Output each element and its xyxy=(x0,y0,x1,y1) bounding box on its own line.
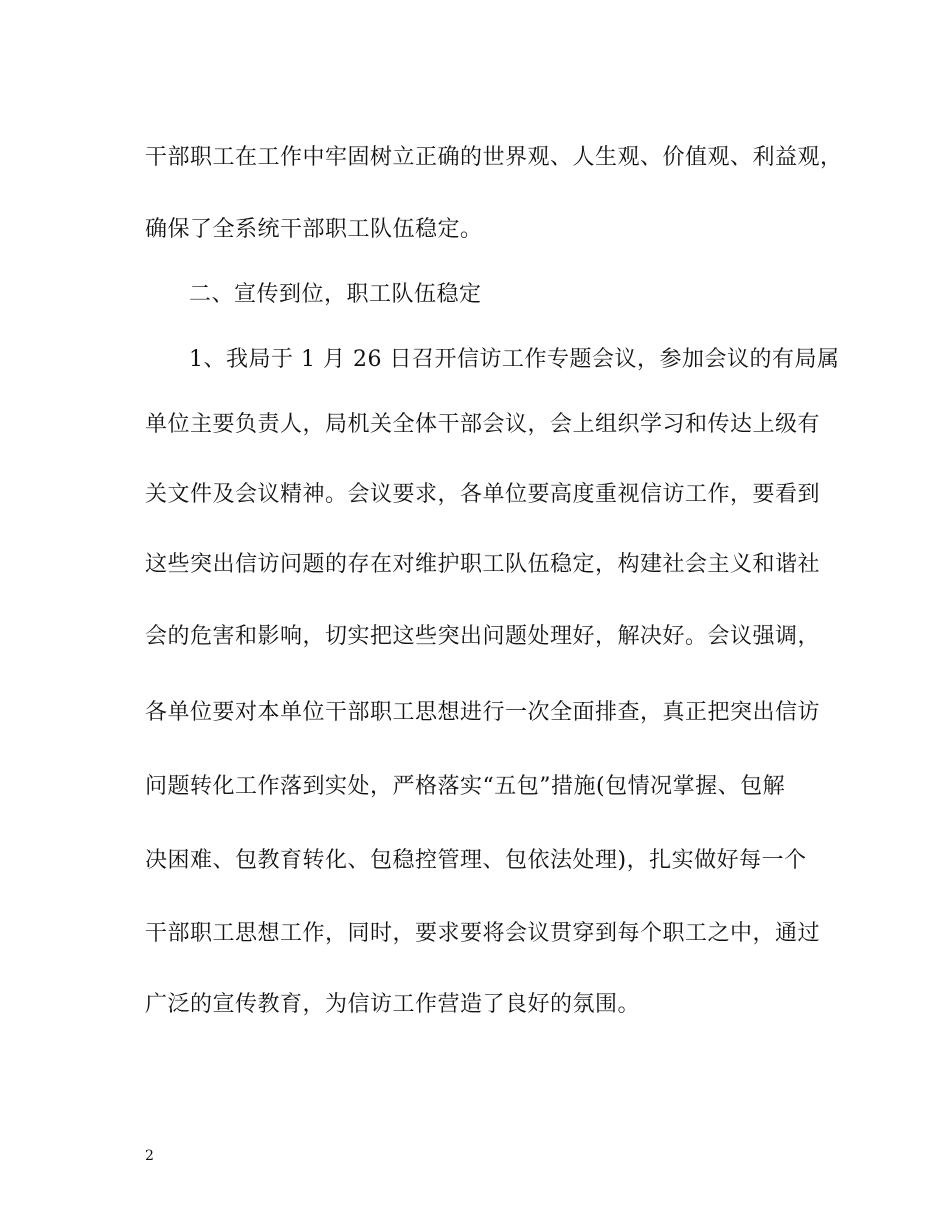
body-text-line: 广泛的宣传教育，为信访工作营造了良好的氛围。 xyxy=(145,992,641,1017)
body-text-line: 干部职工在工作中牢固树立正确的世界观、人生观、价值观、利益观， xyxy=(145,145,843,170)
body-text-line: 确保了全系统干部职工队伍稳定。 xyxy=(145,217,483,242)
body-text-line: 这些突出信访问题的存在对维护职工队伍稳定，构建社会主义和谐社 xyxy=(145,552,821,577)
body-text-line: 1、我局于 1 月 26 日召开信访工作专题会议，参加会议的有局属 xyxy=(189,347,840,372)
body-text-line: 会的危害和影响，切实把这些突出问题处理好，解决好。会议强调， xyxy=(145,624,821,649)
body-text-line: 问题转化工作落到实处，严格落实“五包”措施(包情况掌握、包解 xyxy=(145,774,786,799)
body-text-line: 各单位要对本单位干部职工思想进行一次全面排查，真正把突出信访 xyxy=(145,700,821,725)
body-text-line: 决困难、包教育转化、包稳控管理、包依法处理)，扎实做好每一个 xyxy=(145,848,807,873)
section-heading: 二、宣传到位，职工队伍稳定 xyxy=(189,282,482,307)
body-text-line: 关文件及会议精神。会议要求，各单位要高度重视信访工作，要看到 xyxy=(145,482,821,507)
body-text-line: 干部职工思想工作，同时，要求要将会议贯穿到每个职工之中，通过 xyxy=(145,921,821,946)
page-number: 2 xyxy=(145,1148,154,1164)
body-text-line: 单位主要负责人，局机关全体干部会议，会上组织学习和传达上级有 xyxy=(145,412,821,437)
